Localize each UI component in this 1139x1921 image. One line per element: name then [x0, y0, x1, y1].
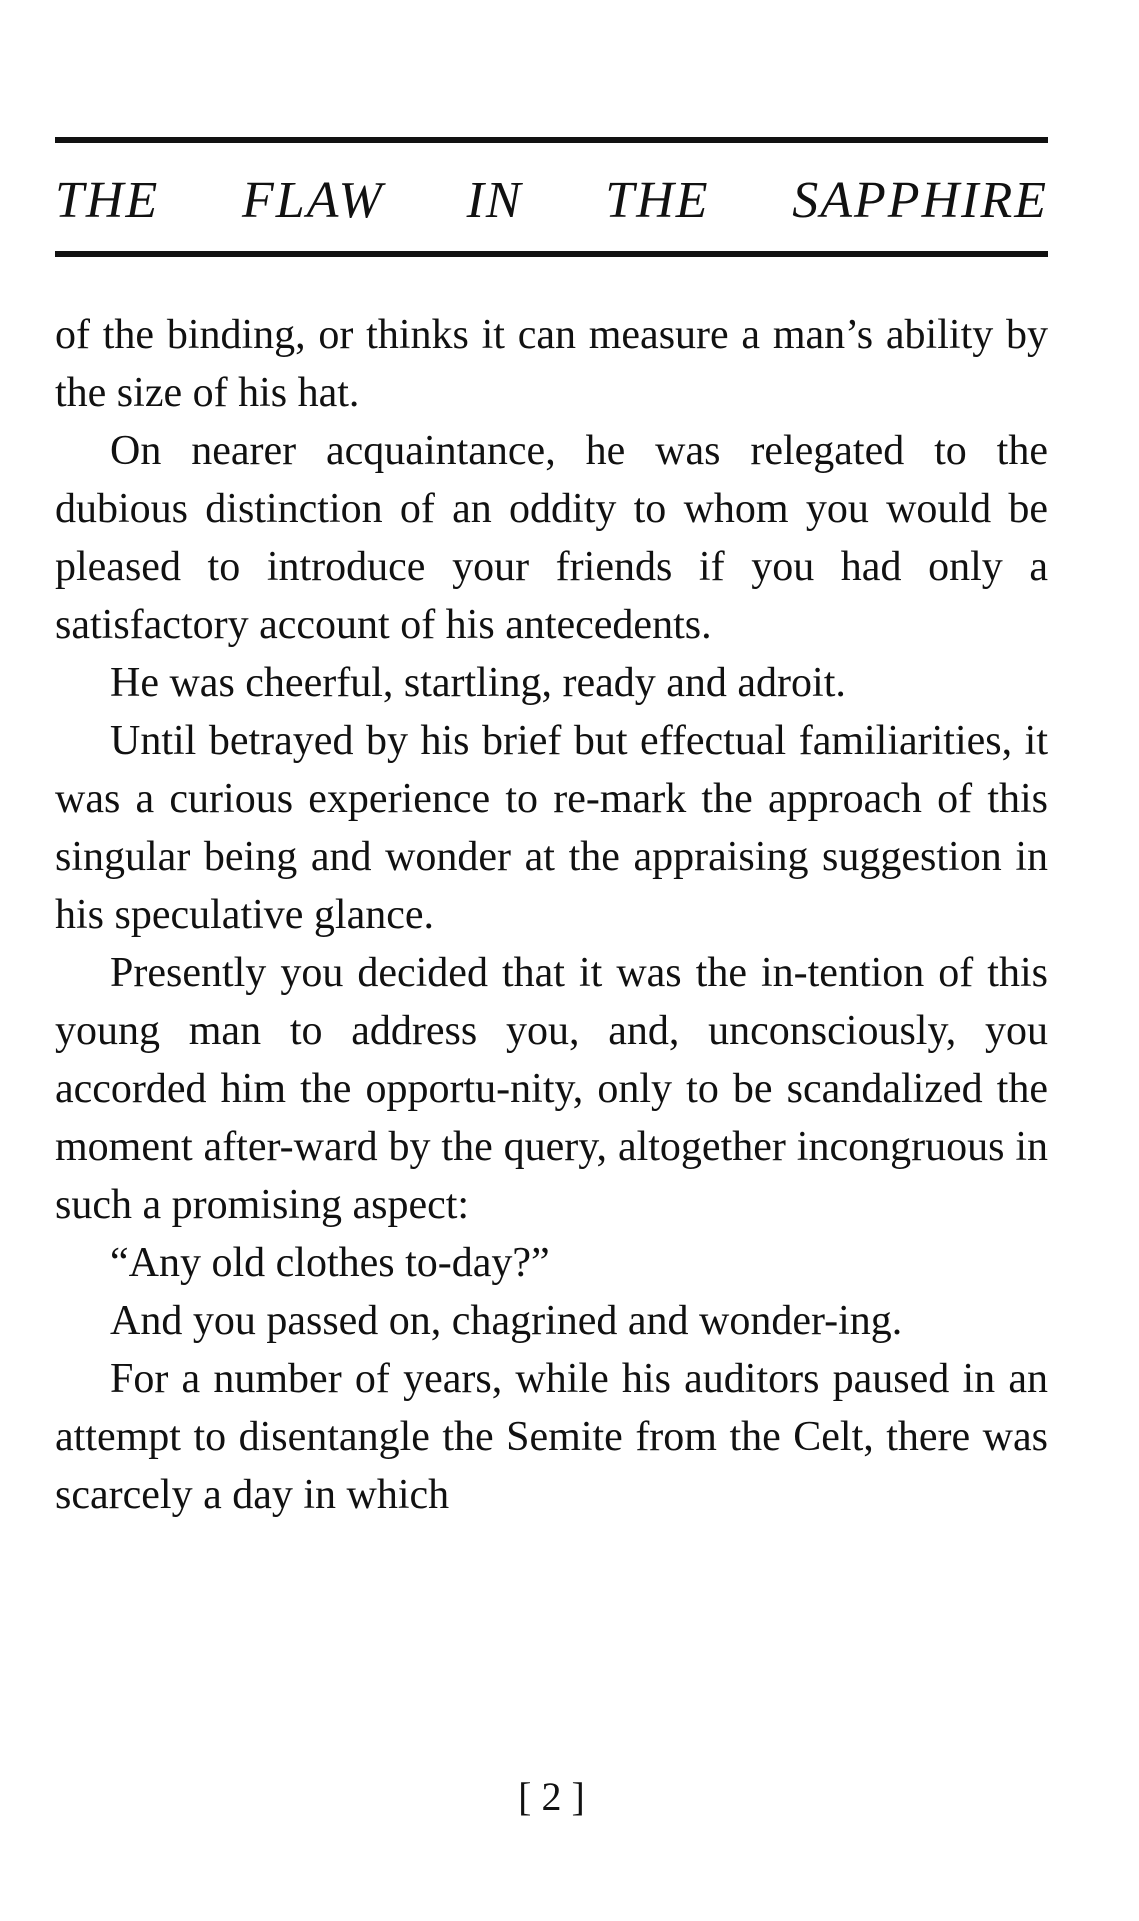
- running-head-word: IN: [466, 172, 523, 229]
- paragraph: He was cheerful, startling, ready and adroit.: [110, 660, 846, 706]
- paragraph: On nearer acquaintance, he was relegated to the dubious distinction of an oddity to whom you would be pleased to introduce your friends if you had only a satisfactory account of his antecedents.: [55, 428, 1048, 648]
- running-head-word: THE: [55, 172, 160, 229]
- paragraph: “Any old clothes to-day?”: [110, 1240, 550, 1286]
- body-text: [55, 306, 1048, 1524]
- paragraph: of the binding, or thinks it can measure a man’s ability by the size of his hat.: [55, 312, 1048, 416]
- page-number: [ 2 ]: [518, 1774, 585, 1819]
- running-head: [55, 166, 1048, 236]
- paragraph: And you passed on, chagrined and wonder-ing.: [110, 1298, 903, 1344]
- running-head-word: FLAW: [241, 172, 384, 229]
- running-head-word: THE: [605, 172, 710, 229]
- paragraph: Until betrayed by his brief but effectual familiarities, it was a curious experience to re-mark the approach of this singular being and wonder at the appraising suggestion in his speculative glance.: [55, 718, 1048, 938]
- paragraph: For a number of years, while his auditors paused in an attempt to disentangle the Semite from the Celt, there was scarcely a day in which: [55, 1356, 1048, 1518]
- header-rule-bottom: [55, 251, 1048, 257]
- header-rule-top: [55, 137, 1048, 143]
- book-page: [55, 0, 1048, 1921]
- paragraph: Presently you decided that it was the in-tention of this young man to address you, and, unconsciously, you accorded him the opportu-nity, only to be scandalized the moment after-ward by the query, altogether incongruous in such a promising aspect:: [55, 950, 1048, 1228]
- running-head-word: SAPPHIRE: [792, 172, 1048, 229]
